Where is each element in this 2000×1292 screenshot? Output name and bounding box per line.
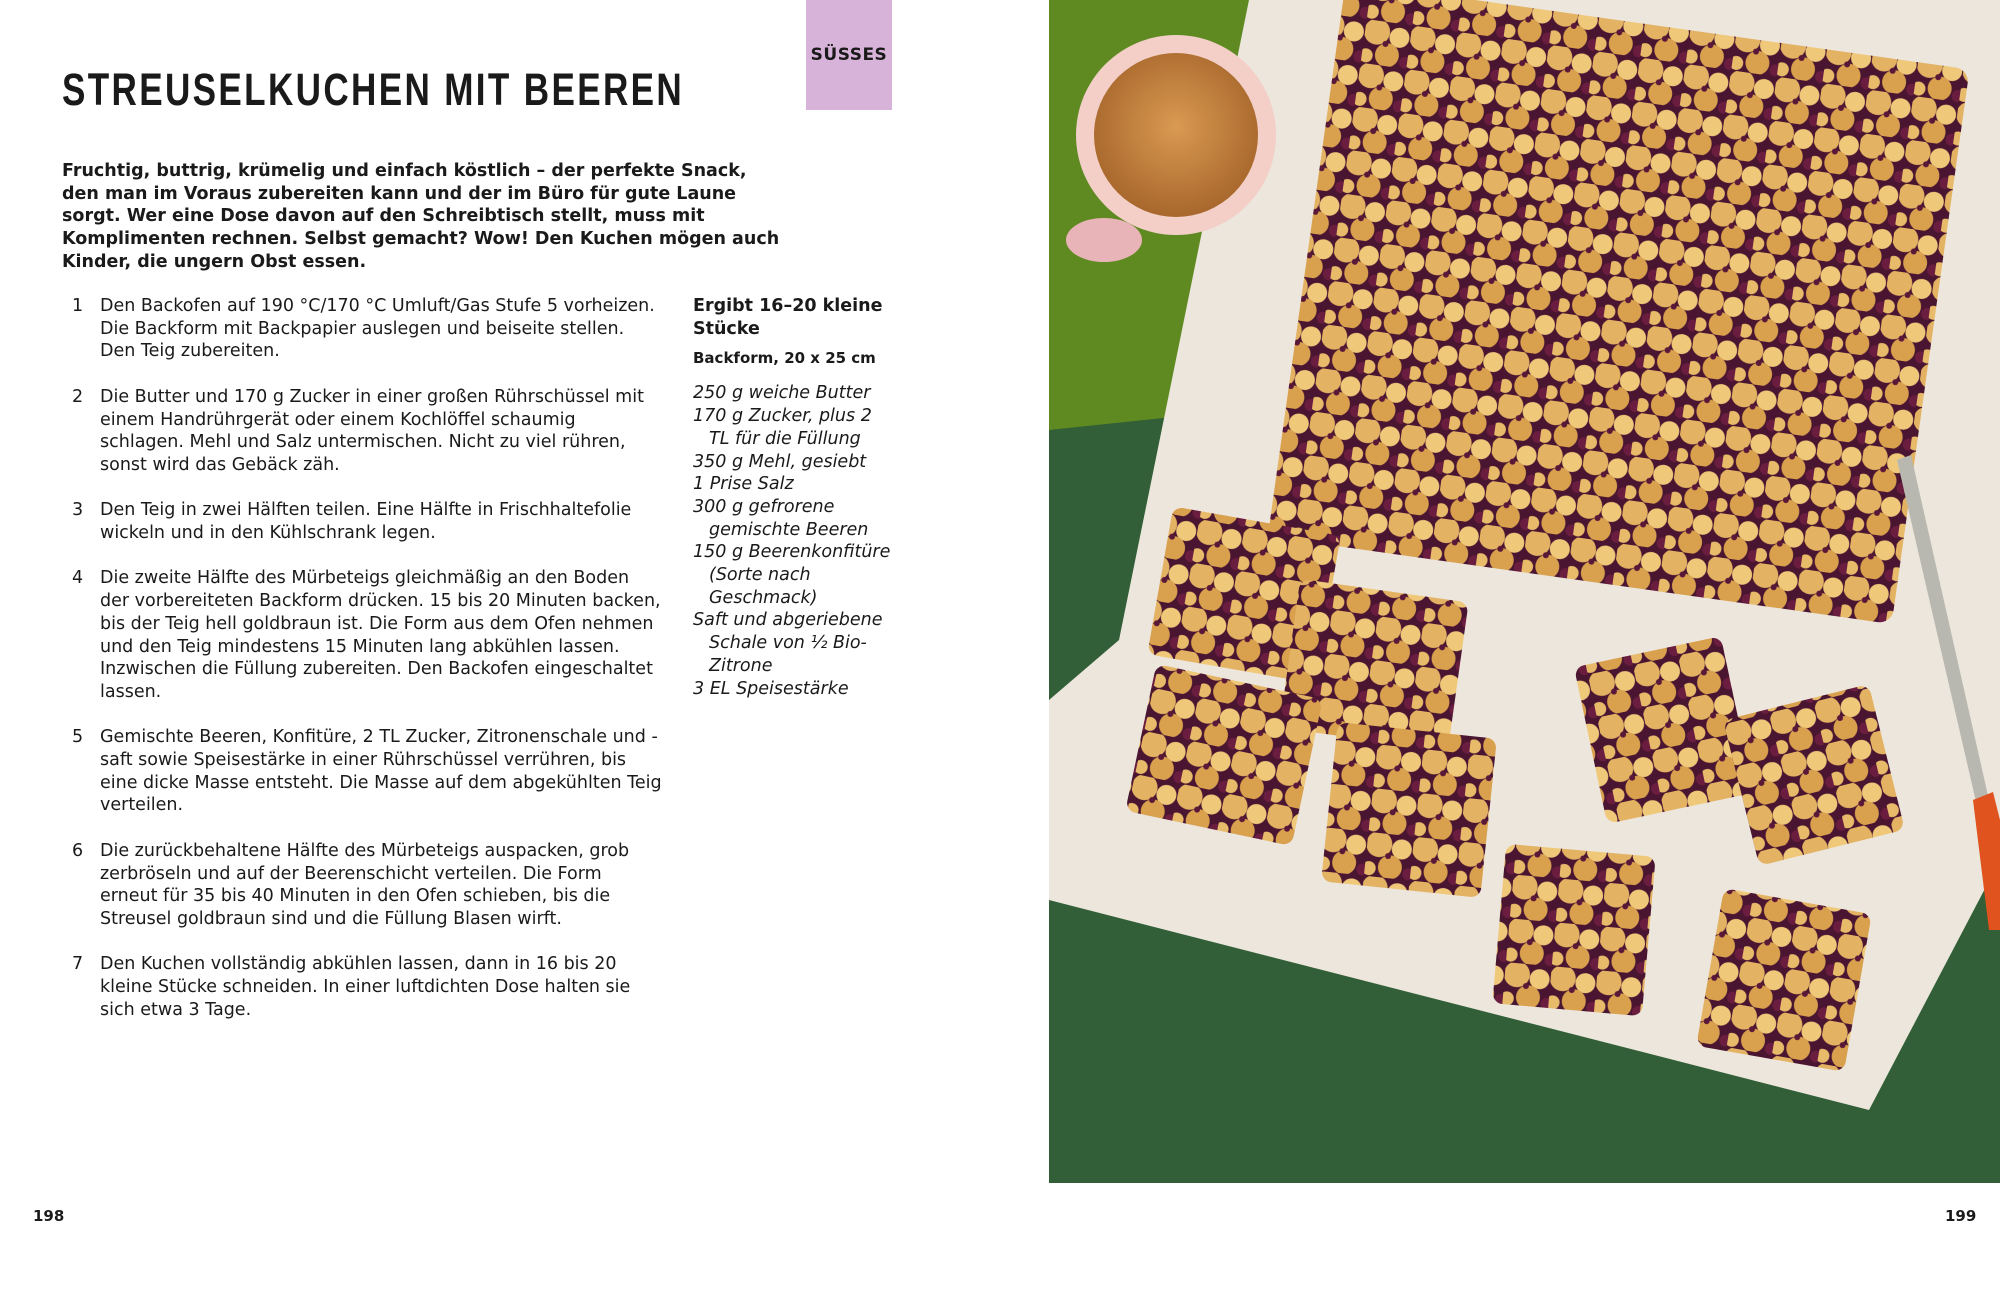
step-number: 1 bbox=[72, 296, 84, 316]
ingredient-item: 350 g Mehl, gesiebt bbox=[693, 451, 867, 472]
recipe-title: STREUSELKUCHEN MIT BEEREN bbox=[62, 64, 685, 115]
method-step bbox=[62, 840, 662, 931]
ingredient-item: 3 EL Speisestärke bbox=[693, 678, 849, 699]
step-number: 3 bbox=[72, 500, 84, 521]
method-step bbox=[62, 567, 662, 703]
ingredient-item: 300 g gefrorene gemischte Beeren bbox=[693, 496, 869, 540]
ingredient-item: Saft und abgeriebene Schale von ½ Bio-Zitrone bbox=[693, 610, 883, 676]
method-step bbox=[62, 499, 662, 544]
method-step bbox=[62, 295, 662, 363]
ingredient-item: 1 Prise Salz bbox=[693, 474, 794, 495]
method-step bbox=[62, 953, 662, 1021]
step-text: Den Kuchen vollständig abkühlen lassen, dann in 16 bis 20 kleine Stücke schneiden. In einer luftdichten Dose halten sie sich etwa 3 Tage. bbox=[100, 954, 631, 1020]
coffee bbox=[1094, 53, 1258, 217]
ingredient-list bbox=[693, 382, 893, 700]
page-number-left: 198 bbox=[33, 1207, 65, 1225]
step-number: 4 bbox=[72, 568, 84, 589]
step-number: 2 bbox=[72, 386, 84, 407]
streuselkuchen-photo bbox=[1049, 0, 2000, 1183]
step-text: Gemischte Beeren, Konfitüre, 2 TL Zucker, Zitronenschale und -saft sowie Speisestärke in einer Rührschüssel verrühren, bis eine dicke Masse entsteht. Die Masse auf dem abgekühlten Teig verteilen. bbox=[100, 727, 662, 816]
pan-size: Backform, 20 x 25 cm bbox=[693, 349, 876, 368]
step-number: 6 bbox=[72, 840, 84, 861]
step-text: Den Teig in zwei Hälften teilen. Eine Hälfte in Frischhaltefolie wickeln und in den Kühlschrank legen. bbox=[100, 500, 632, 543]
step-text: Die Butter und 170 g Zucker in einer großen Rührschüssel mit einem Handrührgerät oder einem Kochlöffel schaumig schlagen. Mehl und Salz untermischen. Nicht zu viel rühren, sonst wird das Gebäck zäh. bbox=[100, 386, 644, 475]
step-text: Die zurückbehaltene Hälfte des Mürbeteigs auspacken, grob zerbröseln und auf der Beerenschicht verteilen. Die Form erneut für 35 bis 40 Minuten in den Ofen schieben, bis die Streusel goldbraun sind und die Füllung Blasen wirft. bbox=[100, 840, 630, 929]
ingredient-item: 250 g weiche Butter bbox=[693, 383, 871, 404]
method-step bbox=[62, 386, 662, 477]
step-text: Den Backofen auf 190 °C/170 °C Umluft/Gas Stufe 5 vorheizen. Die Backform mit Backpapier auslegen und beiseite stellen. Den Teig zubereiten. bbox=[100, 296, 655, 362]
cake-piece bbox=[1321, 722, 1497, 898]
step-text: Die zweite Hälfte des Mürbeteigs gleichmäßig an den Boden der vorbereiteten Backform drücken. 15 bis 20 Minuten backen, bis der Teig hell goldbraun ist. Die Form aus dem Ofen nehmen und den Teig mindestens 15 Minuten lang abkühlen lassen. Inzwischen die Füllung zubereiten. Den Backofen eingeschaltet lassen. bbox=[100, 568, 661, 702]
cake-piece bbox=[1696, 888, 1872, 1072]
step-number: 5 bbox=[72, 727, 84, 748]
ingredient-item: 150 g Beerenkonfitüre (Sorte nach Geschmack) bbox=[693, 542, 891, 608]
cake-piece bbox=[1492, 844, 1655, 1016]
method-step bbox=[62, 726, 662, 817]
page-number-right: 199 bbox=[1945, 1207, 1977, 1225]
ingredients-panel bbox=[693, 295, 893, 700]
method-steps bbox=[62, 295, 662, 1044]
recipe-intro: Fruchtig, buttrig, krümelig und einfach köstlich – der perfekte Snack, den man im Voraus zubereiten kann und der im Büro für gute Laune sorgt. Wer eine Dose davon auf den Schreibtisch stellt, muss mit Komplimenten rechnen. Selbst gemacht? Wow! Den Kuchen mögen auch Kinder, die ungern Obst essen. bbox=[62, 161, 780, 272]
ingredient-item: 170 g Zucker, plus 2 TL für die Füllung bbox=[693, 406, 872, 449]
category-tag: SÜSSES bbox=[806, 0, 892, 110]
step-number: 7 bbox=[72, 954, 84, 975]
yield-text: Ergibt 16–20 kleine Stücke bbox=[693, 296, 883, 339]
cake-slab bbox=[1268, 0, 1970, 624]
mug-handle bbox=[1066, 218, 1142, 262]
